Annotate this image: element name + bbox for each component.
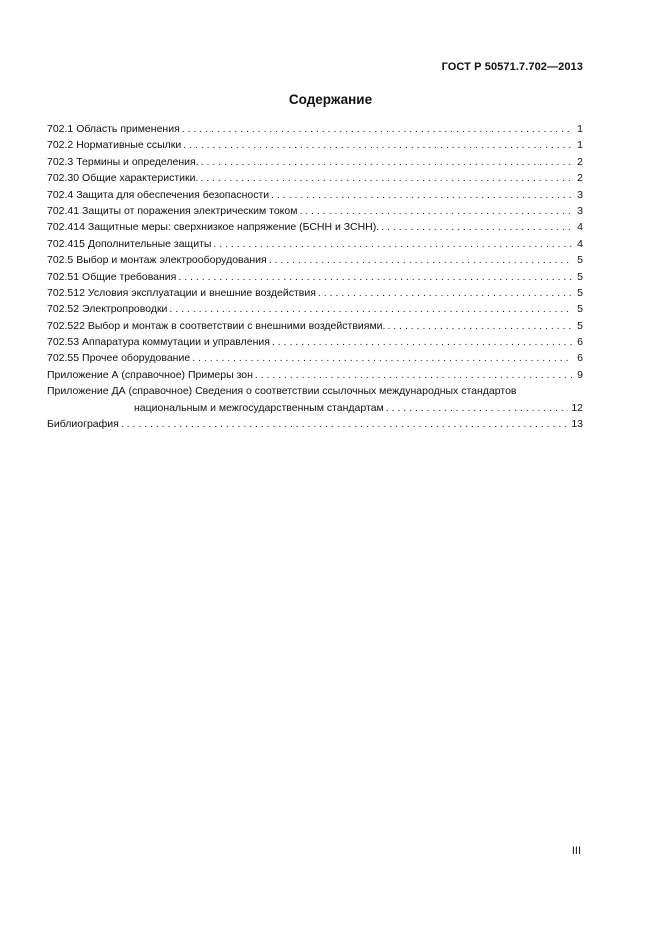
- leader-dots: [200, 170, 572, 186]
- toc-entry-label: 702.1 Область применения: [47, 123, 180, 135]
- toc-entry-label: 702.51 Общие требования: [47, 270, 177, 283]
- toc-entry[interactable]: [47, 187, 583, 203]
- toc-entry-page: 5: [577, 270, 583, 283]
- toc-entry-label: 702.512 Условия эксплуатации и внешние воздействия: [47, 286, 316, 299]
- toc-entry-label: Библиография: [47, 418, 119, 431]
- toc-entry-label: 702.415 Дополнительные защиты: [47, 237, 212, 250]
- toc-entry-page: 6: [577, 352, 583, 365]
- leader-dots: [318, 285, 572, 301]
- toc-entry-page: 5: [577, 319, 583, 332]
- toc-entry-label: 702.53 Аппаратура коммутации и управления: [47, 336, 270, 349]
- toc-entry[interactable]: [47, 252, 583, 268]
- toc-entry-page: 1: [577, 123, 583, 135]
- toc-entry-label: 702.414 Защитные меры: сверхнизкое напряжение (БСНН и ЗСНН).: [47, 221, 380, 234]
- toc-entry-page: 4: [577, 221, 583, 234]
- toc-entry[interactable]: [47, 203, 583, 219]
- toc-entry-page: 9: [577, 368, 583, 381]
- toc-entry-page: 6: [577, 336, 583, 349]
- toc-entry-label: Приложение А (справочное) Примеры зон: [47, 368, 253, 381]
- toc-entry[interactable]: [47, 219, 583, 235]
- leader-dots: [182, 121, 572, 137]
- toc-entry-continuation: [47, 400, 583, 416]
- toc-entry[interactable]: [47, 285, 583, 301]
- toc-entry-label: 702.41 Защиты от поражения электрическим током: [47, 204, 298, 217]
- leader-dots: [183, 137, 572, 153]
- toc-entry-label: 702.52 Электропроводки: [47, 303, 168, 316]
- toc-entry-bibliography[interactable]: [47, 416, 583, 432]
- toc-entry-page: 2: [577, 172, 583, 185]
- leader-dots: [386, 400, 569, 416]
- leader-dots: [299, 203, 572, 219]
- document-code: ГОСТ Р 50571.7.702—2013: [441, 61, 583, 73]
- toc-entry-page: 2: [577, 155, 583, 168]
- toc-entry-label: 702.3 Термины и определения.: [47, 155, 199, 168]
- leader-dots: [272, 334, 572, 350]
- toc-entry-page: 3: [577, 188, 583, 201]
- leader-dots: [271, 187, 572, 203]
- toc-entry-appendix-da[interactable]: [47, 383, 583, 416]
- leader-dots: [169, 301, 572, 317]
- leader-dots: [201, 154, 572, 170]
- toc-entry-page: 5: [577, 286, 583, 299]
- toc-title: Содержание: [288, 92, 373, 107]
- toc-entry[interactable]: [47, 137, 583, 153]
- toc-entry-page: 4: [577, 237, 583, 250]
- toc-entry[interactable]: [47, 121, 583, 137]
- toc-entry[interactable]: [47, 367, 583, 383]
- leader-dots: [387, 318, 572, 334]
- toc-entry-label-line1: Приложение ДА (справочное) Сведения о соответствии ссылочных международных стандартов: [47, 385, 517, 398]
- toc-entry[interactable]: [47, 350, 583, 366]
- leader-dots: [269, 252, 572, 268]
- toc-entry[interactable]: [47, 154, 583, 170]
- leader-dots: [255, 367, 572, 383]
- toc-entry[interactable]: [47, 269, 583, 285]
- toc-entry-label: 702.30 Общие характеристики.: [47, 172, 199, 185]
- toc-entry-page: 5: [577, 254, 583, 267]
- toc-entry[interactable]: [47, 301, 583, 317]
- toc-entry-label: 702.2 Нормативные ссылки: [47, 139, 182, 152]
- toc-entry[interactable]: [47, 318, 583, 334]
- leader-dots: [121, 416, 568, 432]
- toc-entry-label: 702.55 Прочее оборудование: [47, 352, 191, 365]
- leader-dots: [192, 350, 572, 366]
- toc-entry-page: 1: [577, 139, 583, 152]
- leader-dots: [178, 269, 572, 285]
- toc-entry-label: 702.4 Защита для обеспечения безопасности: [47, 188, 270, 201]
- toc-entry-label: 702.5 Выбор и монтаж электрооборудования: [47, 254, 267, 267]
- toc-entry-page: 13: [571, 418, 583, 431]
- toc-entry-page: 12: [571, 401, 583, 414]
- toc-entry[interactable]: [47, 170, 583, 186]
- toc-entry[interactable]: [47, 236, 583, 252]
- leader-dots: [213, 236, 572, 252]
- toc-entry[interactable]: [47, 334, 583, 350]
- leader-dots: [381, 219, 572, 235]
- toc-entry-page: 3: [577, 204, 583, 217]
- page-number: III: [571, 845, 581, 857]
- toc-entry-label: 702.522 Выбор и монтаж в соответствии с внешними воздействиями.: [47, 319, 386, 332]
- toc-entry-page: 5: [577, 303, 583, 316]
- table-of-contents: [47, 121, 583, 432]
- toc-entry-label-line2: национальным и межгосударственным стандартам: [134, 401, 384, 414]
